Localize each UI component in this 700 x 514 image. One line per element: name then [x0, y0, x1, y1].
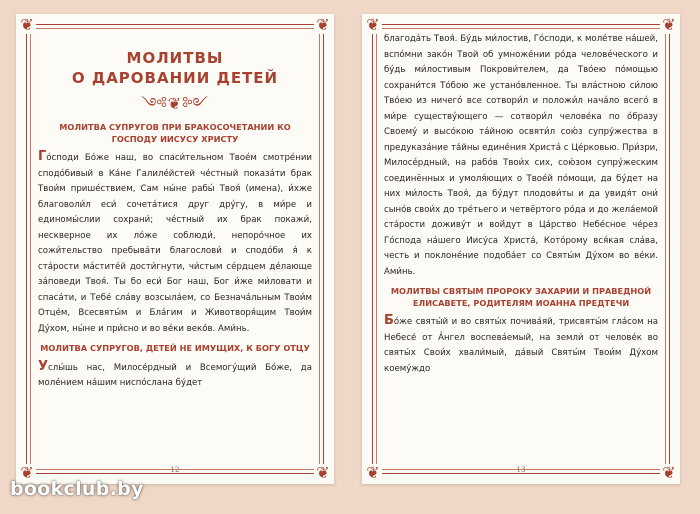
prayer-text-childless: Услы́шь нас, Милосе́рдный и Всемогу́щий Бо́же, да моле́нием на́шим ниспо́слана бу́дет — [38, 358, 312, 388]
section-title-childless-prayer: МОЛИТВА СУПРУГОВ, ДЕТЕЙ НЕ ИМУЩИХ, К БОГУ ОТЦУ — [40, 343, 310, 353]
section-title-zacharias-prayer: МОЛИТВЫ СВЯТЫМ ПРОРОКУ ЗАХАРИИ И ПРАВЕДНОЙ ЕЛИСАВЕТЕ, РОДИТЕЛЯМ ИОАННА ПРЕДТЕЧИ — [390, 286, 652, 308]
prayer-text-marriage: Го́споди Бо́же наш, во спаси́тельном Твое́м смотре́нии сподо́бивый в Ка́не Галиле́йстей че́стный показа́ти брак Твои́м прише́ствием, Сам ны́не рабы́ Твоя́ (имена), и́хже благоволи́л еси́ сочета́тися друг дру́гу, в ми́ре и единомы́слии сохрани́; че́стный их брак покажи́, нескверное их ло́же соблюди́, непоро́чное их сожи́тельство пребыва́ти благослови́ и сподо́би я́ к ста́рости ма́стите́й дости́гнути, чи́стым се́рдцем де́лающе за́поведи Твоя́. Ты бо еси́ Бог наш, Бог и́же ми́ловати и спаса́ти, и Тебе́ сла́ву возсыла́ем, со Безнача́льным Твои́м Отце́м, Всесвяты́м и Бла́гим и Животворя́щим Твои́м Ду́хом, ны́не и при́сно и во ве́ки веко́в. Ами́нь. — [38, 149, 312, 334]
corner-ornament-icon: ❦ — [364, 464, 382, 482]
drop-cap: У — [38, 358, 49, 374]
corner-ornament-icon: ❦ — [660, 464, 678, 482]
corner-ornament-icon: ❦ — [660, 16, 678, 34]
corner-ornament-icon: ❦ — [314, 16, 332, 34]
chapter-title-line2: О ДАРОВАНИИ ДЕТЕЙ — [71, 69, 279, 87]
page-number: 12 — [170, 466, 180, 474]
drop-cap: Г — [38, 149, 47, 164]
page-number: 13 — [516, 466, 526, 474]
left-page-content — [38, 32, 312, 460]
chapter-title-line1: МОЛИТВЫ — [126, 49, 224, 67]
divider-ornament-icon: ༺❦༻ — [141, 94, 209, 113]
corner-ornament-icon: ❦ — [314, 464, 332, 482]
section-title-marriage-prayer: МОЛИТВА СУПРУГОВ ПРИ БРАКОСОЧЕТАНИИ КО ГОСПОДУ ИИСУСУ ХРИСТУ — [59, 122, 291, 144]
prayer-text-zacharias: Бо́же святы́й и во святы́х почива́яй, трисвяты́м гла́сом на Небесе́ от А́нгел воспева́емый, на земли́ от челове́к во святы́х Свои́х хвали́мый, да́вый Святы́м Твои́м Ду́хом коему́ждо — [384, 313, 658, 374]
site-watermark: bookclub.by — [10, 478, 144, 500]
prayer-text-continued: благода́ть Твоя́. Бу́дь ми́лостив, Го́споди, к моле́тве на́шей, вспо́мни зако́н Твой об умноже́нии ро́да челове́ческого и бу́дь ми́лостивым Покрови́телем, да Тво́ею по́мощью сохрани́тся То́бою же устано́вленное. Ты вла́стною си́лою Тво́ею из ничего́ все сотвори́л и положи́л нача́ло всего́ в ми́ре существу́ющего — сотвори́л челове́ка по о́бразу Своему́ и высо́кою та́йною освяти́л сою́з супру́жества в предуказа́ние та́йны едине́ния Христа́ с Це́рковью. При́зри, Милосе́рдный, на рабо́в Твои́х сих, сою́зом супру́жеским соединённых и умоля́ющих о Твое́й по́мощи, да бу́дет на них ми́лость Твоя́, да бу́дут плодови́ты и да увидя́т они́ сыно́в свои́х до тре́тьего и четвёртого ро́да и до жела́емой ста́рости доживу́т и вой́дут в Ца́рство Небе́сное че́рез Го́спода на́шего Иису́са Христа́, Кото́рому вся́кая сла́ва, честь и поклоне́ние подоба́ет со Святы́м Ду́хом во ве́ки. Ами́нь. — [384, 34, 658, 277]
chapter-title — [38, 48, 312, 88]
right-page-content — [384, 32, 658, 460]
left-page — [16, 14, 334, 484]
right-page — [362, 14, 680, 484]
corner-ornament-icon: ❦ — [18, 464, 36, 482]
corner-ornament-icon: ❦ — [364, 16, 382, 34]
corner-ornament-icon: ❦ — [18, 16, 36, 34]
drop-cap: Б — [384, 313, 394, 328]
